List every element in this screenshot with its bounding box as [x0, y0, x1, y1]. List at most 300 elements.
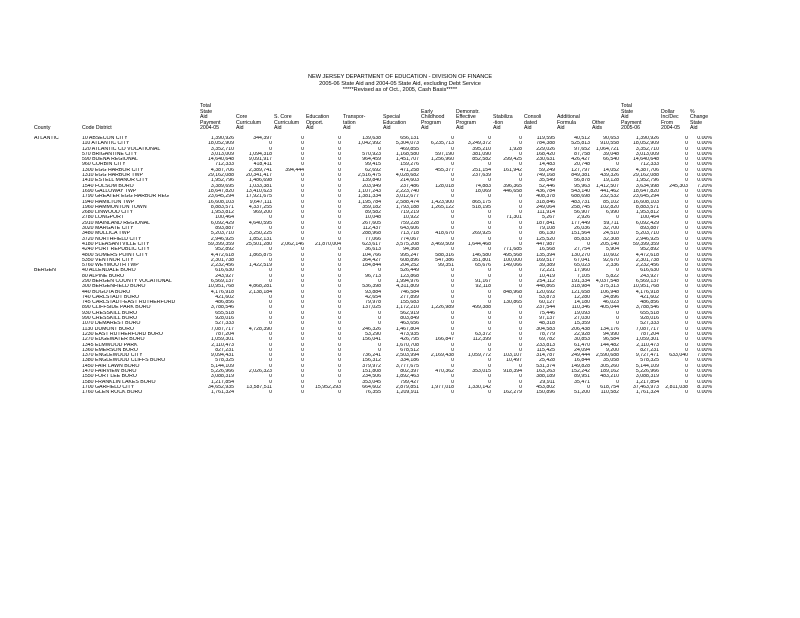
district-cell: 1940 HAMILTON TWP — [82, 199, 135, 205]
value-cell: 156,041 — [362, 337, 381, 343]
value-cell: 2,503,994 — [395, 353, 419, 359]
value-cell: 187,841 — [536, 220, 555, 226]
value-cell: 802,397 — [400, 369, 419, 375]
value-cell: 426,795 — [400, 337, 419, 343]
value-cell: 0 — [451, 273, 454, 279]
value-cell: 0 — [301, 236, 304, 242]
value-cell: 0 — [519, 342, 522, 348]
value-cell: 71,301 — [506, 215, 522, 221]
value-cell: 0 — [338, 226, 341, 232]
value-cell: 65,023 — [574, 263, 590, 269]
value-cell: 37,463,973 — [633, 384, 659, 390]
value-cell: 8,883,571 — [210, 204, 234, 210]
value-cell: 0 — [451, 284, 454, 290]
value-cell: 72,221 — [539, 268, 555, 274]
value-cell: 0 — [685, 241, 688, 247]
value-cell: 351,801 — [472, 257, 491, 263]
county-cell: ATLANTIC — [34, 135, 59, 141]
value-cell: 125,520 — [536, 236, 555, 242]
value-cell: 3,249,372 — [467, 141, 491, 147]
value-cell: 0 — [685, 326, 688, 332]
value-cell: 89,582 — [365, 210, 381, 216]
value-cell: 16,568 — [539, 247, 555, 253]
value-cell: 0 — [338, 273, 341, 279]
value-cell: 0 — [338, 204, 341, 210]
value-cell: 1,381,334 — [357, 194, 381, 200]
value-cell: 0 — [301, 135, 304, 141]
value-cell: 243,927 — [640, 273, 659, 279]
value-cell: 0 — [338, 289, 341, 295]
value-cell: 918,394 — [503, 369, 522, 375]
value-cell: 852,582 — [472, 157, 491, 163]
value-cell: 10,951,768 — [633, 284, 659, 290]
value-cell: 0 — [301, 358, 304, 364]
value-cell: 0 — [616, 321, 619, 327]
value-cell: 0 — [488, 210, 491, 216]
value-cell: 0 — [338, 263, 341, 269]
value-cell: 655,518 — [215, 310, 234, 316]
report-title: NEW JERSEY DEPARTMENT OF EDUCATION - DIVISION OF FINANCE — [307, 74, 493, 80]
value-cell: 0 — [519, 331, 522, 337]
value-cell: 2,516,475 — [357, 173, 381, 179]
value-cell: 1,644,468 — [467, 241, 491, 247]
value-cell: 0 — [451, 146, 454, 152]
value-cell: 18,052,909 — [208, 141, 234, 147]
value-cell: 0.00% — [697, 194, 712, 200]
value-cell: 0 — [338, 347, 341, 353]
value-cell: 486,856 — [640, 300, 659, 306]
district-cell: 1450 FAIR LAWN BORO — [82, 363, 140, 369]
value-cell: 527,333 — [215, 321, 234, 327]
value-cell: 0 — [519, 162, 522, 168]
value-cell: 120,692 — [536, 289, 555, 295]
value-cell: 0 — [685, 135, 688, 141]
value-cell: 2,169,438 — [430, 353, 454, 359]
value-cell: 1,670,708 — [395, 342, 419, 348]
value-cell: 0 — [301, 257, 304, 263]
value-cell: 453,802 — [536, 384, 555, 390]
value-cell: 483,210 — [600, 374, 619, 380]
value-cell: 0 — [488, 347, 491, 353]
value-cell: 1,390,926 — [210, 135, 234, 141]
value-cell: 827,231 — [640, 347, 659, 353]
value-cell: 0 — [488, 135, 491, 141]
table-header-row — [33, 104, 713, 133]
value-cell: 910,558 — [600, 141, 619, 147]
value-cell: 655,518 — [640, 310, 659, 316]
value-cell: 0 — [488, 374, 491, 380]
value-cell: 14,052 — [603, 167, 619, 173]
value-cell: 2,232,456 — [635, 263, 659, 269]
value-cell: 827,231 — [215, 347, 234, 353]
value-cell: 6,235,713 — [430, 141, 454, 147]
value-cell: 0 — [685, 358, 688, 364]
value-cell: 51,200 — [574, 390, 590, 396]
value-cell: 719,219 — [400, 210, 419, 216]
value-cell: 0 — [488, 310, 491, 316]
value-cell: 6,569,137 — [210, 278, 234, 284]
value-cell: 1,059,772 — [467, 353, 491, 359]
value-cell: 0.00% — [697, 358, 712, 364]
value-cell: 59,399,359 — [208, 241, 234, 247]
value-cell: 30,853 — [574, 337, 590, 343]
district-cell: 1540 FOLSOM BORO — [82, 183, 134, 189]
value-cell: 578,325 — [215, 358, 234, 364]
value-cell: 288,968 — [362, 231, 381, 237]
value-cell: 334,186 — [400, 358, 419, 364]
value-cell: 100,464 — [640, 215, 659, 221]
value-cell: 97,137 — [539, 316, 555, 322]
value-cell: 0 — [685, 194, 688, 200]
value-cell: 103,107 — [503, 353, 522, 359]
value-cell: 237,486 — [400, 183, 419, 189]
value-cell: 0 — [685, 257, 688, 263]
value-cell: 95,963 — [574, 183, 590, 189]
value-cell: 0 — [519, 204, 522, 210]
value-cell: 151,808 — [362, 369, 381, 375]
value-cell: 0 — [451, 226, 454, 232]
value-cell: 531,374 — [536, 363, 555, 369]
value-cell: 0 — [338, 188, 341, 194]
value-cell: 155,683 — [400, 300, 419, 306]
value-cell: 206,438 — [571, 326, 590, 332]
value-cell: 0.00% — [697, 220, 712, 226]
value-cell: 0 — [338, 173, 341, 179]
value-cell: 1,042,992 — [357, 141, 381, 147]
value-cell: 0 — [685, 337, 688, 343]
value-cell: 0 — [301, 178, 304, 184]
value-cell: 0 — [338, 294, 341, 300]
value-cell: 168,420 — [536, 151, 555, 157]
value-cell: 32,700 — [603, 226, 619, 232]
district-cell: 4800 SOMERS POINT CITY — [82, 252, 148, 258]
value-cell: 0.00% — [697, 300, 712, 306]
value-cell: 364,427 — [362, 257, 381, 263]
value-cell: 149,066 — [503, 263, 522, 269]
value-cell: 35,549 — [539, 178, 555, 184]
value-cell: 245,303 — [669, 183, 688, 189]
value-cell: 21,870,004 — [315, 241, 341, 247]
value-cell: 0 — [338, 379, 341, 385]
value-cell: 99,351 — [438, 263, 454, 269]
value-cell: 27,754 — [574, 247, 590, 253]
value-cell: 243,927 — [215, 273, 234, 279]
value-cell: 0.00% — [697, 141, 712, 147]
value-cell: 1,793,188 — [395, 204, 419, 210]
value-cell: 0 — [685, 363, 688, 369]
value-cell: 0 — [519, 379, 522, 385]
value-cell: 0.00% — [697, 257, 712, 263]
value-cell: 42,654 — [365, 294, 381, 300]
value-cell: 0 — [301, 141, 304, 147]
value-cell: 426,427 — [571, 157, 590, 163]
column-header: Early Childhood Program Aid — [421, 108, 445, 132]
value-cell: 0 — [616, 310, 619, 316]
value-cell: 59,399,359 — [633, 241, 659, 247]
value-cell: 1,330,142 — [467, 384, 491, 390]
district-cell: 1130 DUMONT BORO — [82, 326, 134, 332]
value-cell: 0 — [685, 188, 688, 194]
value-cell: 119,595 — [536, 135, 555, 141]
value-cell: 536,398 — [362, 284, 381, 290]
value-cell: 0 — [338, 337, 341, 343]
value-cell: 0 — [451, 173, 454, 179]
value-cell: 0 — [685, 247, 688, 253]
value-cell: 0 — [338, 167, 341, 173]
value-cell: 6,990 — [606, 210, 619, 216]
value-cell: 848,968 — [503, 289, 522, 295]
value-cell: 5,144,109 — [635, 363, 659, 369]
value-cell: 251,154 — [472, 167, 491, 173]
value-cell: 249,444 — [571, 353, 590, 359]
value-cell: 0 — [488, 294, 491, 300]
value-cell: 664,602 — [362, 384, 381, 390]
value-cell: 56,878 — [574, 178, 590, 184]
value-cell: 3,788,546 — [635, 305, 659, 311]
value-cell: 13,410,623 — [246, 188, 272, 194]
district-cell: 1960 HAMMONTON TOWN — [82, 204, 147, 210]
value-cell: 4,868,281 — [248, 284, 272, 290]
value-cell: 0 — [269, 268, 272, 274]
value-cell: 246,326 — [362, 326, 381, 332]
district-cell: 740 CARLSTADT BORO — [82, 294, 140, 300]
value-cell: 230,631 — [536, 157, 555, 163]
value-cell: 928,016 — [640, 316, 659, 322]
value-cell: 237,639 — [472, 173, 491, 179]
value-cell: 23,645,294 — [633, 194, 659, 200]
value-cell: 0 — [338, 300, 341, 306]
value-cell: 0 — [301, 300, 304, 306]
value-cell: 0.00% — [697, 215, 712, 221]
value-cell: 0 — [301, 342, 304, 348]
value-cell: 408,378 — [536, 194, 555, 200]
value-cell: 86,130 — [539, 231, 555, 237]
report-subtitle: 2005-06 State Aid and 2004-05 State Aid, excluding Debt Service — [319, 80, 481, 87]
value-cell: 112,399 — [472, 337, 491, 343]
value-cell: 3,575,208 — [395, 241, 419, 247]
value-cell: 344,397 — [253, 135, 272, 141]
column-header: County — [34, 125, 51, 132]
value-cell: 9,091,917 — [248, 157, 272, 163]
value-cell: 0 — [269, 278, 272, 284]
district-cell: 4240 PORT REPUBLIC CITY — [82, 247, 150, 253]
value-cell: 0.00% — [697, 321, 712, 327]
value-cell: 0 — [616, 316, 619, 322]
value-cell: 6,092,429 — [210, 220, 234, 226]
value-cell: 0 — [301, 326, 304, 332]
value-cell: 4,176,918 — [210, 289, 234, 295]
value-cell: 0.00% — [697, 204, 712, 210]
value-cell: 85,833 — [574, 236, 590, 242]
value-cell: 5,203,710 — [635, 231, 659, 237]
value-cell: 0 — [338, 326, 341, 332]
value-cell: 128,018 — [435, 183, 454, 189]
value-cell: 0 — [301, 310, 304, 316]
value-cell: 60,127 — [539, 300, 555, 306]
value-cell: 19,093 — [574, 310, 590, 316]
value-cell: 67,041 — [574, 257, 590, 263]
value-cell: 0 — [451, 247, 454, 253]
value-cell: 0.00% — [697, 231, 712, 237]
value-cell: 470,362 — [435, 369, 454, 375]
column-header: Demonstr. Effective Program Aid — [456, 108, 480, 132]
value-cell: 0 — [301, 157, 304, 163]
value-cell: 0 — [301, 162, 304, 168]
value-cell: 0 — [451, 331, 454, 337]
value-cell: 713,718 — [400, 231, 419, 237]
value-cell: 0 — [269, 305, 272, 311]
value-cell: 0 — [685, 231, 688, 237]
value-cell: 0 — [301, 204, 304, 210]
value-cell: 1,423,900 — [430, 199, 454, 205]
value-cell: 249,064 — [536, 204, 555, 210]
value-cell: 0 — [451, 188, 454, 194]
value-cell: 463,656 — [400, 321, 419, 327]
value-cell: 0 — [338, 194, 341, 200]
value-cell: 2,026,323 — [248, 369, 272, 375]
value-cell: 61,470 — [574, 342, 590, 348]
value-cell: 0 — [301, 316, 304, 322]
value-cell: 35,471 — [574, 379, 590, 385]
value-cell: 0 — [685, 273, 688, 279]
district-cell: 3020 MARGATE CITY — [82, 226, 134, 232]
value-cell: 2,588,474 — [395, 199, 419, 205]
district-cell: 590 BUENA REGIONAL — [82, 157, 138, 163]
table-body — [33, 133, 713, 396]
value-cell: 0 — [685, 236, 688, 242]
value-cell: 0 — [301, 151, 304, 157]
value-cell: 0 — [378, 310, 381, 316]
value-cell: 1,928 — [509, 146, 522, 152]
value-cell: 0 — [338, 268, 341, 274]
district-cell: 745 CARLSTADT-EAST RUTHERFORD — [82, 300, 176, 306]
value-cell: 189,162 — [600, 369, 619, 375]
value-cell: 3,352,710 — [635, 146, 659, 152]
value-cell: 110,346 — [571, 305, 590, 311]
column-header: Consoli dated Aid — [524, 114, 542, 132]
value-cell: 0 — [269, 294, 272, 300]
value-cell: 66,540 — [603, 157, 619, 163]
value-cell: 0 — [488, 236, 491, 242]
value-cell: 0.00% — [697, 331, 712, 337]
value-cell: 0 — [338, 284, 341, 290]
value-cell: 277,899 — [400, 294, 419, 300]
value-cell: 0 — [269, 321, 272, 327]
value-cell: 0 — [685, 268, 688, 274]
value-cell: 46,023 — [603, 300, 619, 306]
value-cell: 0 — [301, 294, 304, 300]
value-cell: 121,658 — [571, 289, 590, 295]
value-cell: 16,608,103 — [208, 199, 234, 205]
value-cell: 0 — [685, 263, 688, 269]
value-cell: 205,140 — [600, 241, 619, 247]
value-cell: 1,953,812 — [635, 210, 659, 216]
value-cell: 0 — [301, 263, 304, 269]
county-cell — [33, 390, 81, 395]
value-cell: 0 — [338, 316, 341, 322]
value-cell: 688,698 — [571, 194, 590, 200]
value-cell: 2,336 — [606, 263, 619, 269]
value-cell: 159,276 — [400, 162, 419, 168]
value-cell: 0 — [338, 220, 341, 226]
value-cell: 618,754 — [600, 384, 619, 390]
value-cell: 0 — [488, 226, 491, 232]
value-cell: 232,532 — [600, 194, 619, 200]
value-cell: 104,766 — [362, 252, 381, 258]
district-cell: 300 BERGENFIELD BORO — [82, 284, 146, 290]
value-cell: 63,372 — [475, 331, 491, 337]
value-cell: 2,110,473 — [211, 342, 234, 348]
value-cell: 0 — [338, 157, 341, 163]
value-cell: 0 — [685, 157, 688, 163]
value-cell: 0 — [269, 247, 272, 253]
value-cell: 7.00% — [697, 353, 712, 359]
value-cell: 90,653 — [603, 135, 619, 141]
value-cell: 0 — [338, 374, 341, 380]
value-cell: 0.00% — [697, 326, 712, 332]
value-cell: 469,855 — [400, 146, 419, 152]
district-cell: 1380 ENGLEWOOD CLIFFS BORO — [82, 358, 166, 364]
district-cell: 1550 FORT LEE BORO — [82, 374, 137, 380]
value-cell: 359,182 — [362, 204, 381, 210]
column-header: Additional Formula Aid — [557, 114, 580, 132]
value-cell: 0 — [338, 162, 341, 168]
value-cell: 100,464 — [215, 215, 234, 221]
value-cell: 0 — [301, 337, 304, 343]
value-cell: 0.00% — [697, 316, 712, 322]
value-cell: 1,953,812 — [210, 210, 234, 216]
value-cell: 526,449 — [400, 268, 419, 274]
value-cell: 562,919 — [400, 310, 419, 316]
value-cell: 5,304,073 — [395, 141, 419, 147]
value-cell: 79,978 — [365, 300, 381, 306]
value-cell: 0 — [269, 331, 272, 337]
value-cell: 87,758 — [574, 151, 590, 157]
district-cell: 1310 EGG HARBOR TWP — [82, 173, 144, 179]
value-cell: 0.00% — [697, 247, 712, 253]
value-cell: 0 — [301, 363, 304, 369]
value-cell: 97,652 — [574, 146, 590, 152]
value-cell: 13,587,511 — [246, 384, 272, 390]
value-cell: 4,337,255 — [248, 204, 272, 210]
value-cell: 29,162,088 — [633, 173, 659, 179]
value-cell: 0 — [451, 278, 454, 284]
value-cell: 0 — [488, 247, 491, 253]
value-cell: 1,059,301 — [210, 337, 234, 343]
value-cell: 79,108 — [539, 226, 555, 232]
value-cell: 0 — [519, 384, 522, 390]
value-cell: 771,685 — [503, 247, 522, 253]
value-cell: 5,203,710 — [210, 231, 234, 237]
value-cell: 78,779 — [539, 331, 555, 337]
value-cell: 0.00% — [697, 347, 712, 353]
value-cell: 0 — [451, 310, 454, 316]
value-cell: 76,355 — [365, 390, 381, 396]
value-cell: 0 — [685, 374, 688, 380]
district-cell: 2680 LINWOOD CITY — [82, 210, 134, 216]
value-cell: 111,914 — [537, 210, 555, 216]
value-cell: 0 — [338, 358, 341, 364]
value-cell: 1,422,519 — [248, 263, 272, 269]
value-cell: 588,316 — [435, 252, 454, 258]
district-cell: 1360 EMERSON BORO — [82, 347, 138, 353]
value-cell: 14,180 — [574, 300, 590, 306]
value-cell: 787,204 — [215, 331, 234, 337]
value-cell: 0 — [616, 379, 619, 385]
value-cell: 0 — [301, 188, 304, 194]
value-cell: 473,935 — [400, 331, 419, 337]
value-cell: 3,469,509 — [430, 241, 454, 247]
